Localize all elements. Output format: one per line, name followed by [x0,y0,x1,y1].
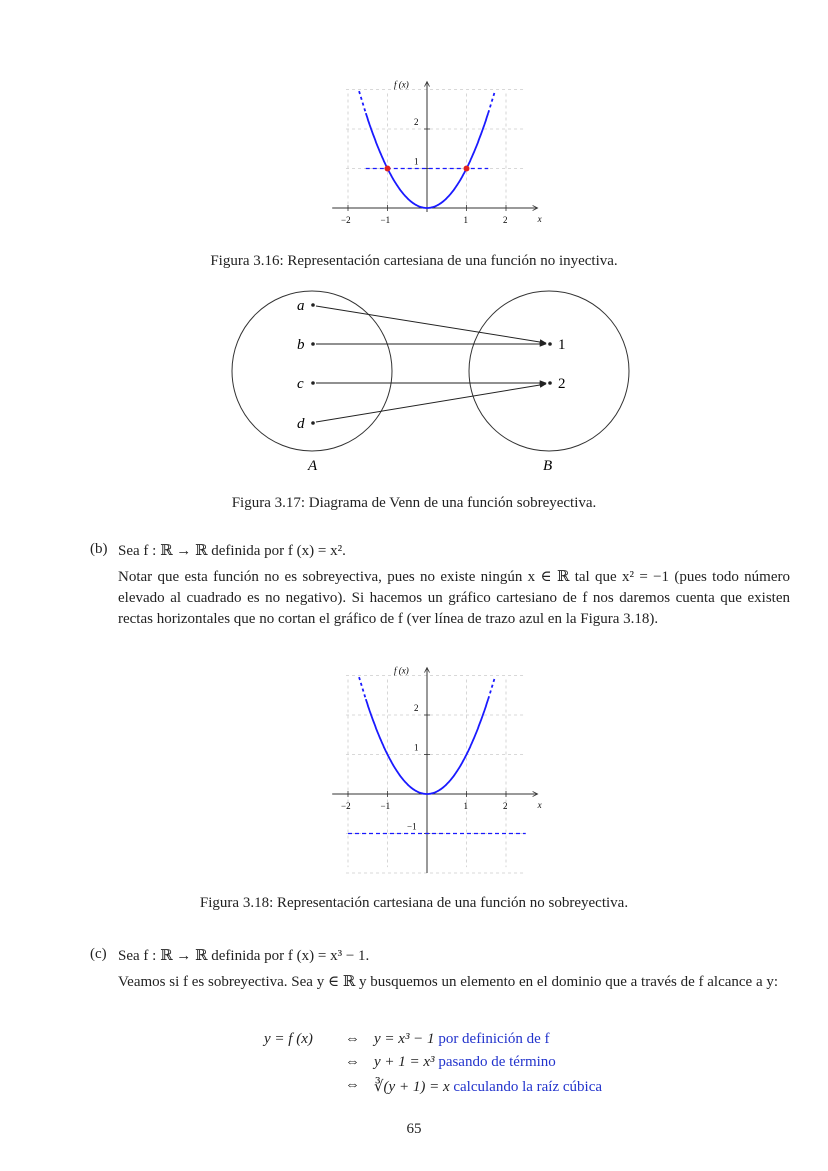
x-tick-label: 2 [503,801,508,811]
y-axis-label: f (x) [394,79,409,90]
equation-row-3-note: calculando la raíz cúbica [453,1079,603,1095]
y-tick-label: 1 [414,156,419,167]
equation-row-2: y + 1 = x³ pasando de término [374,1054,556,1070]
x-tick-label: 2 [503,215,508,225]
intersection-point [385,166,391,172]
arrow-d-2 [316,384,546,422]
item-c-statement: Sea f : ℝ → ℝ definida por f (x) = x³ − 1. [118,948,370,964]
x-tick-label: −2 [341,215,351,225]
figure-3-16-caption: Figura 3.16: Representación cartesiana de una función no inyectiva. [210,253,618,269]
y-tick-label: 2 [414,703,419,713]
equation-row-3: ∛(y + 1) = x calculando la raíz cúbica [374,1079,603,1095]
item-c-label: (c) [90,946,107,962]
x-tick-label: −2 [341,801,351,811]
parabola-dashed-extension [359,91,366,113]
x-axis-label: x [537,214,542,224]
item-b-paragraph: Notar que esta función no es sobreyectiva, pues no existe ningún x ∈ ℝ tal que x² = −1 (pues todo número elevado al cuadrado es no negativo). Si hacemos un gráfico cartesiano de f nos daremos cuenta que existen rectas horizontales que no cortan el gráfico de f (ver línea de trazo azul en la Figura 3.18). [118,569,790,627]
equation-row-1-note: por definición de f [438,1031,550,1047]
y-tick-label: −1 [407,821,417,832]
arrow-a-1 [316,306,546,343]
figure-3-17-venn-diagram [225,285,635,480]
item-c-paragraph: Veamos si f es sobreyectiva. Sea y ∈ ℝ y busquemos un elemento en el dominio que a través de f alcance a y: [118,974,779,990]
set-b-label: B [543,458,553,474]
x-tick-label: −1 [380,801,391,811]
figure-3-18-chart [300,664,560,879]
element-b: b [297,337,305,353]
y-tick-label: 2 [414,117,419,127]
set-b-circle [469,291,629,451]
intersection-point [464,166,470,172]
y-axis-label: f (x) [394,665,409,676]
x-tick-label: −1 [380,215,391,225]
equation-row-1-rhs: y = x³ − 1 por definición de f [374,1031,550,1047]
item-b-statement: Sea f : ℝ → ℝ definida por f (x) = x². [118,543,346,559]
parabola-dashed-extension [359,677,366,699]
figure-3-17-caption: Figura 3.17: Diagrama de Venn de una función sobreyectiva. [231,495,597,511]
equation-row-2-note: pasando de término [438,1054,556,1070]
item-b-label: (b) [90,541,108,557]
parabola-dashed-extension [488,677,495,699]
x-tick-label: 1 [463,215,468,225]
element-1: 1 [558,337,566,353]
y-tick-label: 1 [414,742,419,753]
equation-row-1: y = f (x) [264,1031,313,1047]
set-a-label: A [308,458,318,474]
element-2: 2 [558,376,566,392]
figure-3-18-caption: Figura 3.18: Representación cartesiana de una función no sobreyectiva. [199,895,629,911]
element-c: c [297,376,304,392]
parabola-dashed-extension [488,91,495,113]
element-d: d [297,416,305,432]
set-a-circle [232,291,392,451]
element-a: a [297,298,305,314]
page-number: 65 [406,1121,422,1137]
x-tick-label: 1 [463,801,468,811]
x-axis-label: x [537,800,542,810]
figure-3-16-chart [300,78,560,238]
